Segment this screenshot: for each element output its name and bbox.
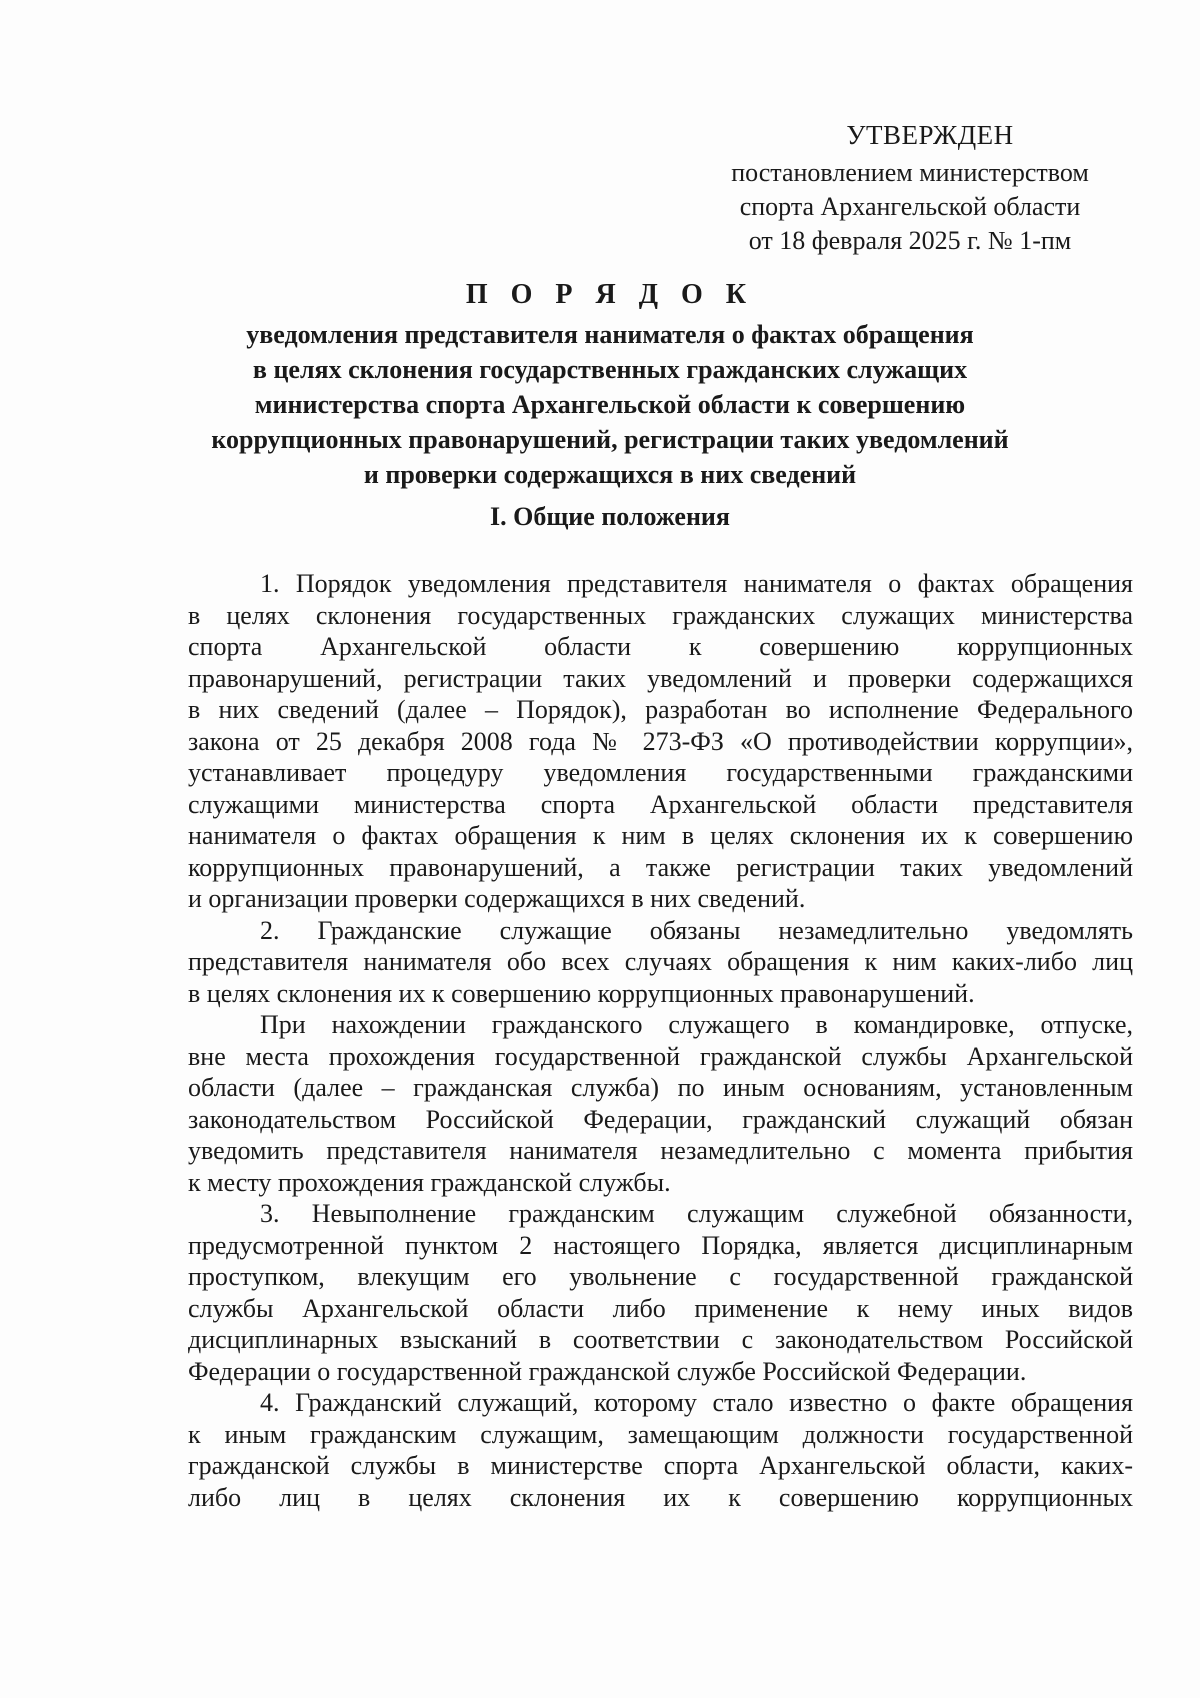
paragraph-3-line: проступком, влекущим его увольнение с государственной гражданской [188, 1262, 1133, 1291]
paragraph-2b-line: к месту прохождения гражданской службы. [188, 1167, 671, 1197]
paragraph-1-line: 1. Порядок уведомления представителя нанимателя о фактах обращения [260, 569, 1133, 598]
paragraph-1-line: устанавливает процедуру уведомления государственными гражданскими [188, 758, 1133, 787]
document-body [188, 568, 1133, 1513]
document-subtitle-line: коррупционных правонарушений, регистрации таких уведомлений [211, 425, 1009, 454]
paragraph-2b-line: вне места прохождения государственной гражданской службы Архангельской [188, 1041, 1133, 1071]
document-subtitle-line: уведомления представителя нанимателя о фактах обращения [246, 320, 974, 349]
document-subtitle-line: в целях склонения государственных гражданских служащих [252, 355, 968, 384]
paragraph-2-line: 2. Гражданские служащие обязаны незамедлительно уведомлять [260, 915, 1133, 945]
approval-line: спорта Архангельской области [739, 192, 1081, 221]
paragraph-1-line: в целях склонения государственных гражданских служащих министерства [188, 600, 1133, 630]
paragraph-1-line: закона от 25 декабря 2008 года № 273-ФЗ «О противодействии коррупции», [188, 726, 1133, 756]
paragraph-4-line: 4. Гражданский служащий, которому стало известно о факте обращения [260, 1388, 1133, 1417]
paragraph-2b-line: уведомить представителя нанимателя незамедлительно с момента прибытия [188, 1136, 1133, 1165]
paragraph-3-line: 3. Невыполнение гражданским служащим служебной обязанности, [260, 1199, 1133, 1228]
approval-heading: УТВЕРЖДЕН [846, 120, 1014, 150]
paragraph-2b-line: законодательством Российской Федерации, гражданский служащий обязан [188, 1104, 1133, 1134]
paragraph-1-line: служащими министерства спорта Архангельской области представителя [188, 789, 1133, 819]
paragraph-4-line: либо лиц в целях склонения их к совершению коррупционных [188, 1482, 1133, 1512]
document-title-block [160, 275, 1060, 492]
paragraph-3-line: предусмотренной пунктом 2 настоящего Порядка, является дисциплинарным [188, 1230, 1133, 1260]
paragraph-3-line: Федерации о государственной гражданской службе Российской Федерации. [188, 1356, 1027, 1386]
paragraph-2-line: в целях склонения их к совершению коррупционных правонарушений. [188, 978, 975, 1008]
paragraph-2-line: представителя нанимателя обо всех случаях обращения к ним каких-либо лиц [188, 947, 1133, 976]
paragraph-3-line: дисциплинарных взысканий в соответствии с законодательством Российской [188, 1325, 1133, 1354]
approval-line: от 18 февраля 2025 г. № 1-пм [748, 226, 1072, 255]
paragraph-1-line: в них сведений (далее – Порядок), разработан во исполнение Федерального [188, 695, 1133, 724]
paragraph-3-line: службы Архангельской области либо применение к нему иных видов [188, 1293, 1133, 1323]
paragraph-4-line: к иным гражданским служащим, замещающим должности государственной [188, 1419, 1133, 1449]
document-subtitle-line: министерства спорта Архангельской области к совершению [254, 390, 966, 419]
approval-stamp [700, 118, 1120, 258]
section-heading: I. Общие положения [490, 502, 730, 531]
paragraph-4-line: гражданской службы в министерстве спорта Архангельской области, каких- [188, 1451, 1133, 1480]
paragraph-1-line: и организации проверки содержащихся в них сведений. [188, 884, 806, 913]
paragraph-1-line: коррупционных правонарушений, а также регистрации таких уведомлений [188, 852, 1133, 882]
paragraph-1-line: нанимателя о фактах обращения к ним в целях склонения их к совершению [188, 821, 1133, 850]
paragraph-1-line: спорта Архангельской области к совершению коррупционных [188, 632, 1133, 661]
document-subtitle-line: и проверки содержащихся в них сведений [363, 460, 857, 489]
document-title: П О Р Я Д О К [465, 279, 755, 310]
paragraph-2b-line: При нахождении гражданского служащего в командировке, отпуске, [260, 1010, 1133, 1039]
paragraph-1-line: правонарушений, регистрации таких уведомлений и проверки содержащихся [188, 663, 1133, 693]
paragraph-2b-line: области (далее – гражданская служба) по иным основаниям, установленным [188, 1073, 1133, 1102]
approval-line: постановлением министерством [731, 158, 1089, 187]
